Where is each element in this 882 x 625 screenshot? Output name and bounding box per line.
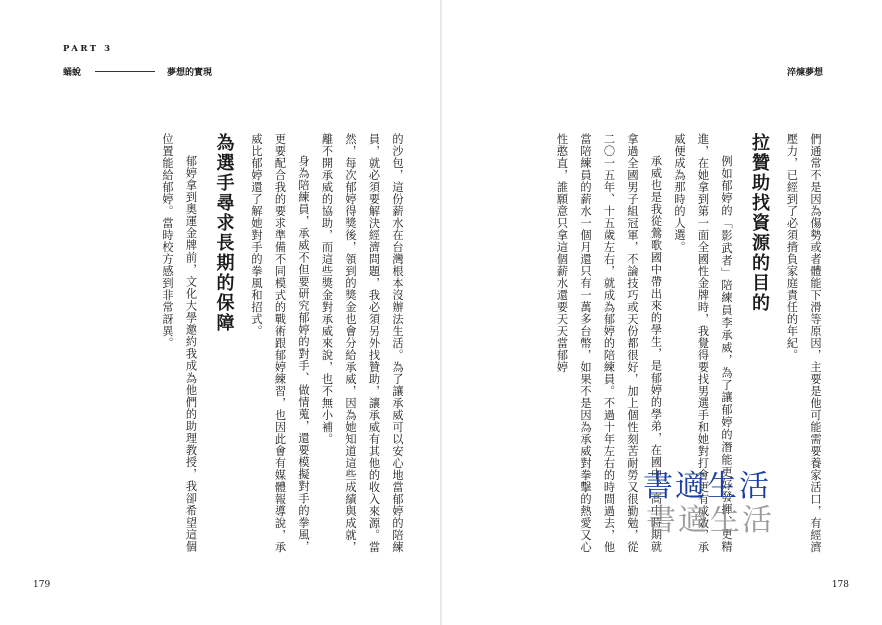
header-rule <box>95 71 155 72</box>
section-name: 蛹蛻 <box>63 68 82 78</box>
chapter-header <box>63 65 212 78</box>
watermark-line-1: 書適生活 <box>643 469 771 504</box>
left-paragraph-3: 郁婷拿到奧運金牌前，文化大學邀約我成為他們的助理教授，我卻希望這個位置能給郁婷。當時校方感到非常訝異。 <box>161 133 198 553</box>
running-head: 淬煉夢想 <box>786 68 823 78</box>
left-paragraph-1: 的沙包，這份薪水在台灣根本沒辦法生活。為了讓承威可以安心地當郁婷的陪練員，就必須要解決經濟問題，我必須另外找贊助，讓承威有其他的收入來源。當然，每次郁婷得獎後，領到的獎金也會分給承威，因為她知道這些成績與成就，離不開承威的協助，而這些獎金對承威來說，也不無小補。 <box>320 133 404 553</box>
left-body-text <box>156 133 410 553</box>
right-paragraph-1: 例如郁婷的「影武者」陪練員李承威，為了讓郁婷的潛能更好發揮、更精進，在她拿到第一面全國性金牌時，我覺得要找男選手和她對打會更有成效，承威便成為那時的人選。 <box>673 133 733 553</box>
right-paragraph-2: 承威也是我從鶯歌國中帶出來的學生，是郁婷的學弟，在國中、高中時期就拿過全國男子組冠軍，不論技巧或天份都很好，加上個性刻苦耐勞又很勤勉，從二〇一五年、十五歲左右，就成為郁婷的陪練員。不過十年左右的時間過去，他當陪練員的薪水一個月還只有一萬多台幣，如果不是因為承威對拳擊的熱愛又心性憨直，誰願意只拿這個薪水還要天天當郁婷 <box>555 133 663 553</box>
chapter-title: 夢想的實現 <box>167 68 213 78</box>
page-number-right: 178 <box>831 580 849 590</box>
right-section-heading: 拉贊助找資源的目的 <box>749 133 770 313</box>
left-paragraph-2: 身為陪練員，承威不但要研究郁婷的對手、做情蒐，還要模擬對手的拳風，更要配合我的要求準備不同模式的戰術跟郁婷練習，也因此會有媒體報導說，承威比郁婷還了解她對手的拳風和招式。 <box>250 133 310 553</box>
watermark-line-2: 書適生活 <box>646 503 774 538</box>
right-paragraph-0: 們通常不是因為傷勢或者體能下滑等原因，主要是他可能需要養家活口，有經濟壓力，已經到了必須揹負家庭責任的年紀。 <box>785 133 822 553</box>
page-number-left: 179 <box>33 580 51 590</box>
watermark-logo <box>643 470 774 538</box>
left-section-heading: 為選手尋求長期的保障 <box>213 133 235 333</box>
part-label: PART 3 <box>63 44 113 54</box>
